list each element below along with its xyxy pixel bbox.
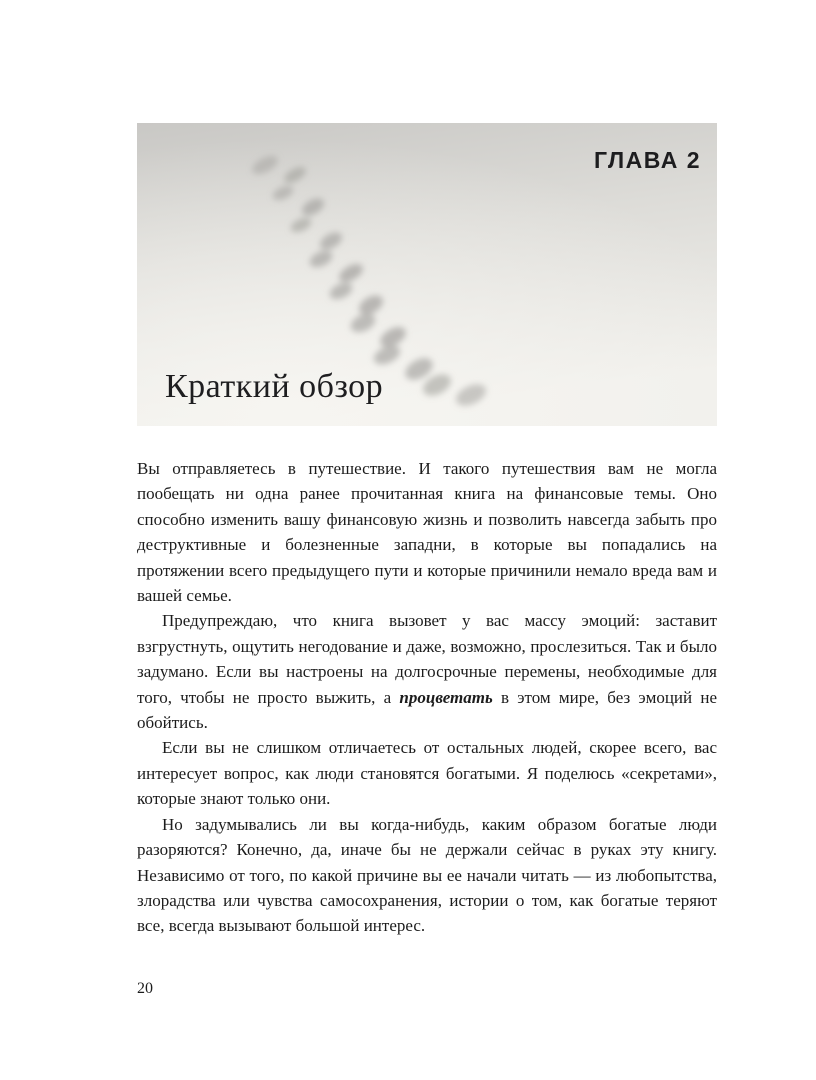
paragraph-3: Если вы не слишком отличаетесь от остальных людей, скорее всего, вас интересует вопрос, как люди становятся богатыми. Я поделюсь «секретами», которые знают только они. [137, 738, 717, 809]
paragraph-2-text-after: в этом мире, без эмоций не обойтись. [137, 687, 717, 733]
chapter-title: Краткий обзор [165, 368, 384, 405]
chapter-label: ГЛАВА 2 [594, 147, 701, 173]
body-text [137, 456, 717, 939]
paragraph-2 [137, 608, 717, 735]
paragraph-1: Вы отправляетесь в путешествие. И такого путешествия вам не могла пообещать ни одна ранее прочитанная книга на финансовые темы. Оно способно изменить вашу финансовую жизнь и позволить навсегда забыть про деструктивные и болезненные западни, в которые вы попадались на протяжении всего предыдущего пути и которые причинили немало вреда вам и вашей семье. [137, 459, 717, 606]
paragraph-4: Но задумывались ли вы когда-нибудь, каким образом богатые люди разоряются? Конечно, да, иначе бы не держали сейчас в руках эту книгу. Независимо от того, по какой причине вы ее начали читать — из любопытства, злорадства или чувства самосохранения, истории о том, как богатые теряют все, всегда вызывают большой интерес. [137, 814, 717, 936]
chapter-hero-image [137, 123, 717, 426]
paragraph-2-text-before: Предупреждаю, что книга вызовет у вас массу эмоций: заставит взгрустнуть, ощутить негодование и даже, возможно, прослезиться. Так и было задумано. Если вы настроены на долгосрочные перемены, необходимые для того, чтобы не просто выжить, а [137, 611, 717, 707]
paragraph-2-emphasis: процветать [399, 687, 493, 707]
page-number: 20 [137, 980, 153, 997]
